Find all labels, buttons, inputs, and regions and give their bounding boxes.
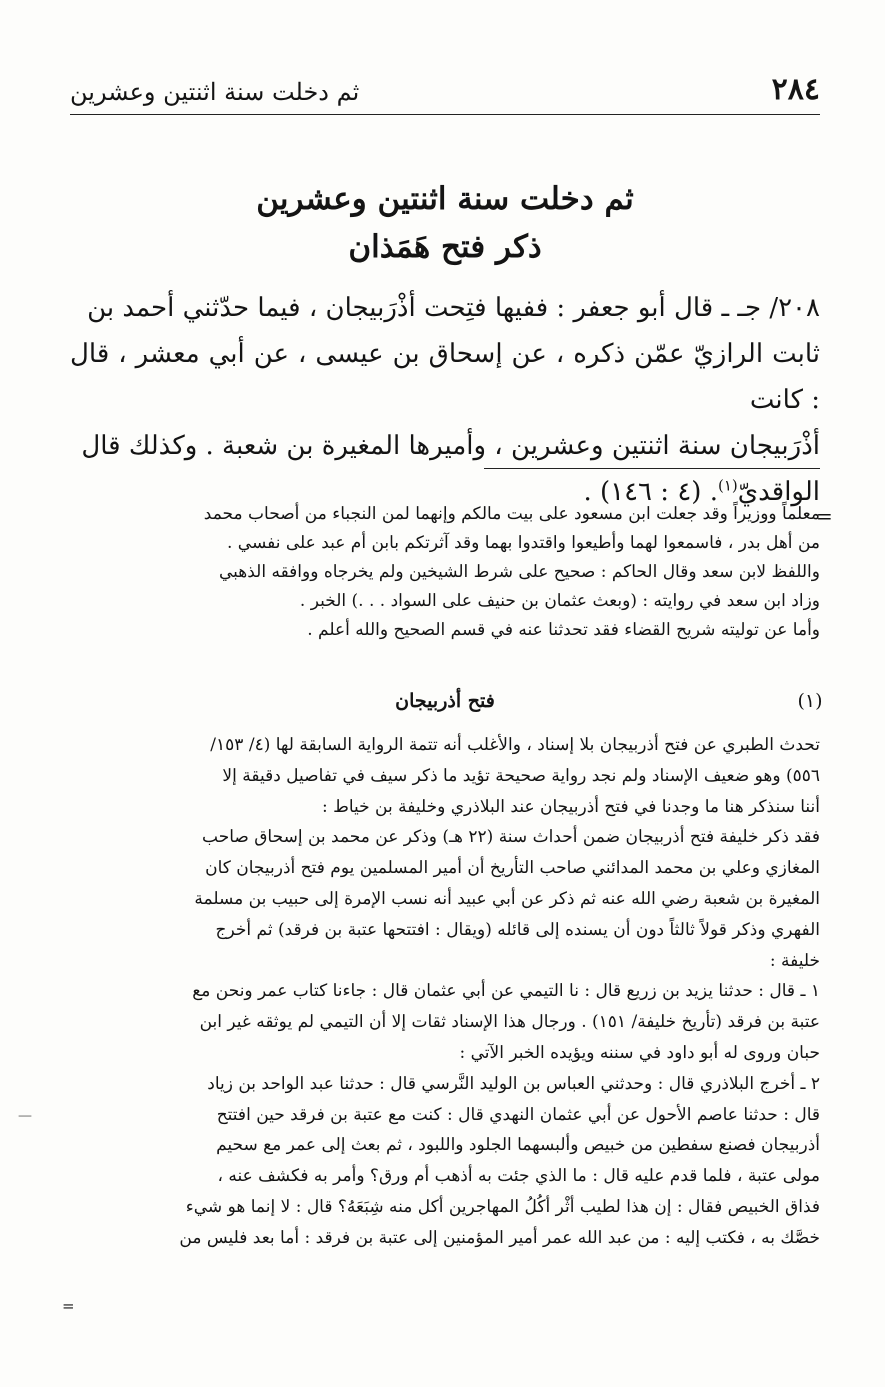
- footnote-line: المغازي وعلي بن محمد المدائني صاحب التأريخ أن أمير المسلمين يوم فتح أذربيجان كان: [205, 858, 820, 879]
- footnote-line: الفهري وذكر قولاً ثالثاً دون أن يسنده إلى قائله (ويقال : افتتحها عتبة بن فرقد) ثم أخرج: [215, 919, 820, 940]
- footnote-separator: [484, 468, 820, 469]
- footnote-line: فذاق الخبيص فقال : إن هذا لطيب أثْر أكُلُ المهاجرين أكل منه شِبَعَهُ؟ قال : لا إنما هو شيء: [185, 1196, 820, 1217]
- footnote-line: فقد ذكر خليفة فتح أذربيجان ضمن أحداث سنة (٢٢ هـ) وذكر عن محمد بن إسحاق صاحب: [202, 827, 820, 848]
- footnote-line: خليفة :: [769, 950, 820, 971]
- main-line-start: الواقديّ: [737, 477, 820, 507]
- footnote-number: (١): [797, 690, 823, 712]
- year-heading: ثم دخلت سنة اثنتين وعشرين: [256, 181, 634, 217]
- main-line: ٢٠٨/ جـ ـ قال أبو جعفر : ففيها فتِحت أذْرَبيجان ، فيما حدّثني أحمد بن: [87, 293, 820, 323]
- footnote-line: من أهل بدر ، فاسمعوا لهما وأطيعوا واقتدوا بهما وقد آثرتكم بابن أم عبد على نفسي .: [226, 533, 820, 553]
- footnote-line: خصَّك به ، فكتب إليه : من عبد الله عمر أمير المؤمنين إلى عتبة بن فرقد : أما بعد فليس من: [179, 1227, 820, 1248]
- main-line-end: . (٤ : ١٤٦) .: [583, 477, 718, 507]
- main-text: [70, 285, 820, 515]
- footnote-body: [70, 730, 820, 1254]
- footnote-line: المغيرة بن شعبة رضي الله عنه ثم ذكر عن أبي عبيد أنه نسب الإمرة إلى حبيب بن مسلمة: [194, 888, 820, 909]
- footnote-line: أذربيجان فصنع سفطين من خبيص وألبسهما الجلود واللبود ، ثم بعث إلى عمر مع سحيم: [216, 1135, 820, 1156]
- continuation-mark: =: [816, 504, 833, 528]
- running-title: ثم دخلت سنة اثنتين وعشرين: [70, 78, 360, 106]
- footnote-line: ٢ ـ أخرج البلاذري قال : وحدثني العباس بن الوليد النَّرسي قال : حدثنا عبد الواحد بن زياد: [207, 1073, 820, 1094]
- footnote-continuation: [70, 500, 820, 645]
- footnote-line: واللفظ لابن سعد وقال الحاكم : صحيح على شرط الشيخين ولم يخرجاه ووافقه الذهبي: [218, 562, 820, 582]
- continues-mark: =: [62, 1297, 75, 1315]
- footnote-line: معلماً ووزيراً وقد جعلت ابن مسعود على بيت مالكم وإنهما لمن النجباء من أصحاب محمد: [203, 504, 820, 524]
- main-line: ثابت الرازيّ عمّن ذكره ، عن إسحاق بن عيسى ، عن أبي معشر ، قال : كانت: [70, 339, 820, 415]
- page-header: [70, 70, 820, 115]
- footnote-line: وأما عن توليته شريح القضاء فقد تحدثنا عنه في قسم الصحيح والله أعلم .: [307, 620, 820, 640]
- footnote-line: ١ ـ قال : حدثنا يزيد بن زريع قال : نا التيمي عن أبي عثمان قال : جاءنا كتاب عمر ونحن مع: [192, 981, 820, 1002]
- footnote-line: أننا سنذكر هنا ما وجدنا في فتح أذربيجان عند البلاذري وخليفة بن خياط :: [321, 796, 820, 817]
- footnote-line: ٥٥٦) وهو ضعيف الإسناد ولم نجد رواية صحيحة تؤيد ما ذكر سيف في تفاصيل دقيقة إلا: [222, 765, 820, 786]
- section-heading: ذكر فتح هَمَذان: [348, 229, 542, 265]
- footnote-heading: فتح أذربيجان: [395, 690, 495, 712]
- footnote-line: مولى عتبة ، فلما قدم عليه قال : ما الذي جئت به أذهب أم ورق؟ وأمر به فكشف عنه ،: [217, 1166, 820, 1187]
- margin-mark: —: [18, 1108, 32, 1124]
- footnote-line: وزاد ابن سعد في روايته : (وبعث عثمان بن حنيف على السواد . . .) الخبر .: [299, 591, 820, 611]
- footnote-reference: (١): [717, 476, 738, 495]
- footnote-line: عتبة بن فرقد (تأريخ خليفة/ ١٥١) . ورجال هذا الإسناد ثقات إلا أن التيمي لم يوثقه غير ابن: [199, 1012, 820, 1033]
- footnote-line: تحدث الطبري عن فتح أذربيجان بلا إسناد ، والأغلب أنه تتمة الرواية السابقة لها (٤/ ١٥٣/: [210, 735, 820, 755]
- footnote-line: قال : حدثنا عاصم الأحول عن أبي عثمان النهدي قال : كنت مع عتبة بن فرقد حين افتتح: [216, 1104, 820, 1125]
- main-line: أذْرَبيجان سنة اثنتين وعشرين ، وأميرها المغيرة بن شعبة . وكذلك قال: [81, 431, 820, 461]
- footnote-line: حبان وروى له أبو داود في سننه ويؤيده الخبر الآتي :: [459, 1042, 820, 1063]
- page-number: ٢٨٤: [771, 72, 820, 107]
